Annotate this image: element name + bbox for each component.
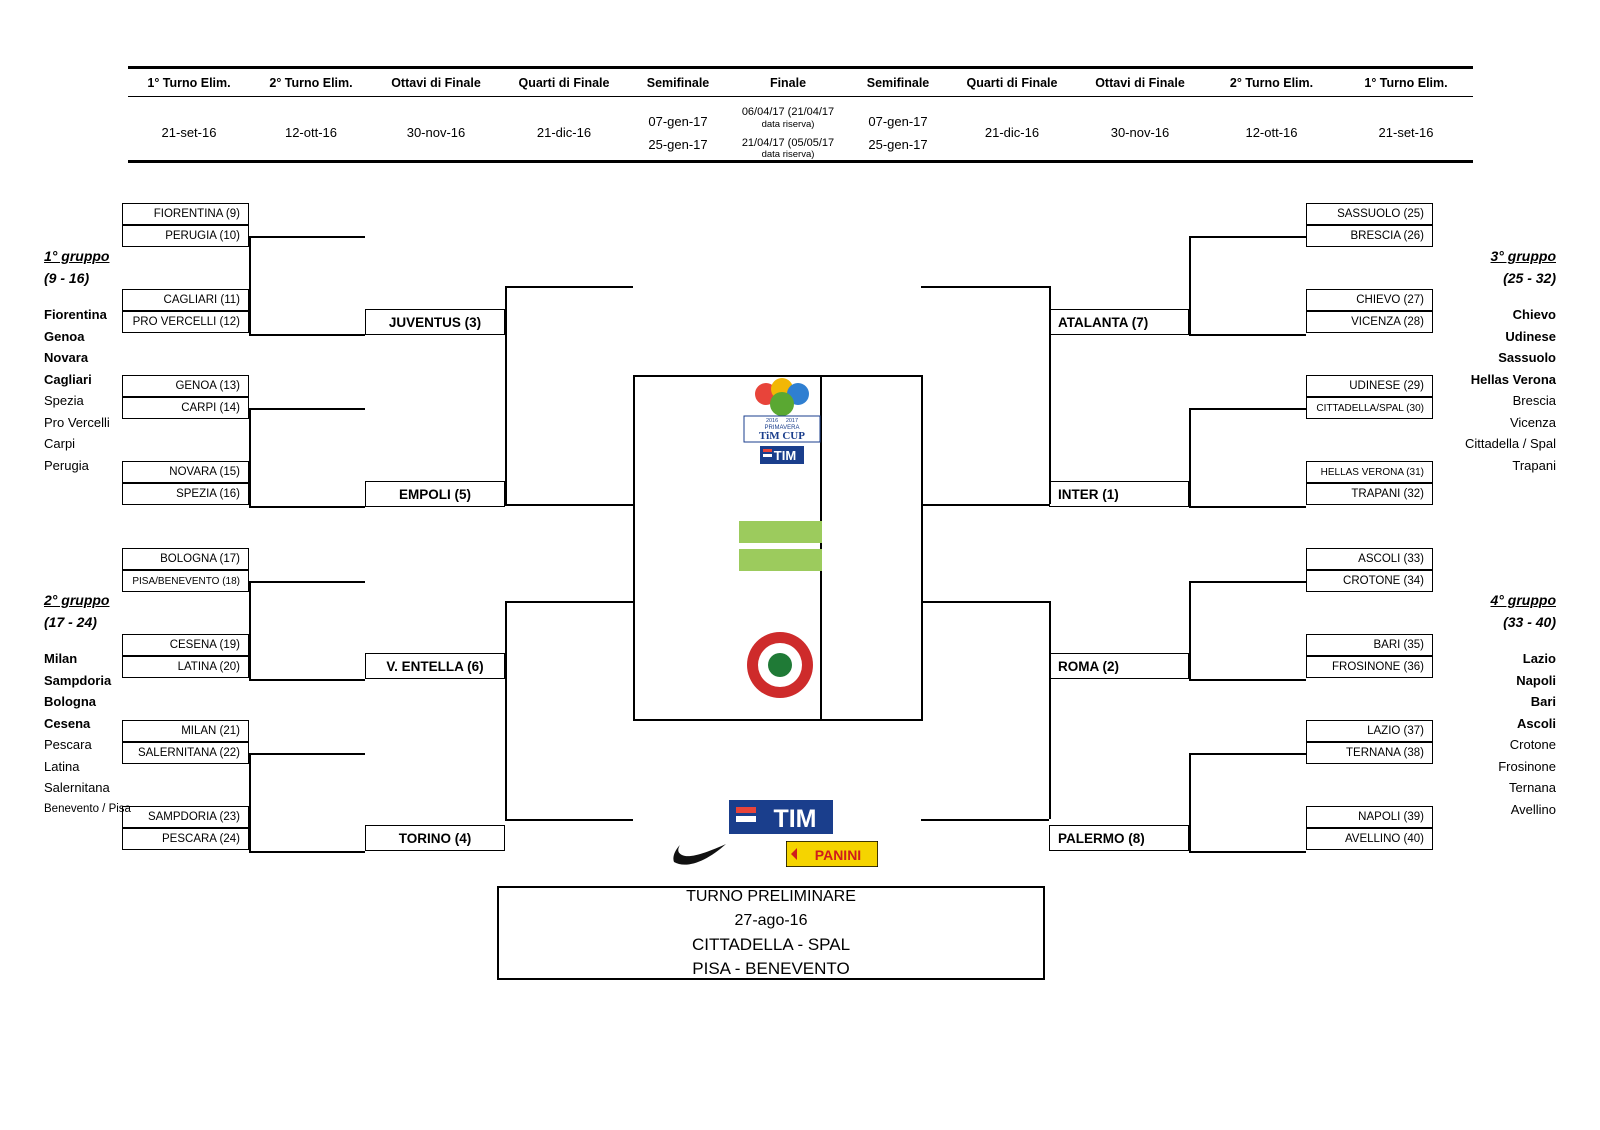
list-item: Latina	[44, 758, 80, 774]
group-3-range: (25 - 32)	[1503, 270, 1556, 286]
team-name: TRAPANI (32)	[1351, 488, 1424, 500]
list-item: Carpi	[44, 436, 76, 451]
green-bar-top	[739, 521, 822, 543]
svg-text:TiM CUP: TiM CUP	[759, 430, 805, 442]
connector-left-r2-2	[249, 408, 251, 508]
list-item: Fiorentina	[44, 307, 107, 322]
header-date-9: 30-nov-16	[1110, 125, 1170, 141]
svg-text:PANINI: PANINI	[814, 847, 862, 863]
header-date-5	[628, 112, 728, 154]
primavera-tim-cup-logo	[738, 378, 826, 470]
header-date-5a: 07-gen-17	[648, 113, 708, 129]
list-item: Brescia	[1512, 393, 1556, 408]
list-item: Salernitana	[44, 780, 110, 795]
match-box-right-2	[1306, 225, 1433, 247]
team-name: BOLOGNA (17)	[160, 553, 240, 565]
team-name: V. ENTELLA (6)	[386, 658, 484, 674]
team-name: CROTONE (34)	[1343, 575, 1424, 587]
match-box-right-14	[1306, 742, 1433, 764]
connector-left-semi-v	[633, 375, 635, 721]
connector-left-r2-3h	[249, 581, 365, 583]
match-box-left-13	[122, 720, 249, 742]
team-name: CESENA (19)	[169, 639, 240, 651]
header-round-10: 2° Turno Elim.	[1229, 76, 1314, 90]
preliminary-title: TURNO PRELIMINARE	[686, 888, 856, 905]
list-item: Spezia	[44, 393, 84, 408]
team-name: ROMA (2)	[1058, 658, 1119, 674]
list-item: Genoa	[44, 328, 85, 344]
match-box-left-3	[122, 289, 249, 311]
group-2-title: 2° gruppo	[44, 592, 110, 608]
header-date-2: 12-ott-16	[284, 125, 338, 141]
match-box-right-15	[1306, 806, 1433, 828]
panini-sponsor-logo	[786, 841, 878, 867]
connector-right-semi-h	[821, 375, 921, 377]
preliminary-match-1: CITTADELLA - SPAL	[691, 935, 851, 954]
list-item: Udinese	[1505, 328, 1556, 344]
header-round-11: 1° Turno Elim.	[1364, 76, 1448, 90]
connector-right-r2-4	[1189, 753, 1191, 853]
team-name: AVELLINO (40)	[1344, 833, 1424, 845]
group-1-title: 1° gruppo	[44, 248, 110, 264]
list-item: Milan	[44, 651, 78, 666]
team-name: PALERMO (8)	[1058, 830, 1145, 846]
group-3-panel	[1465, 248, 1556, 476]
header-date-6b-sub: data riserva)	[761, 149, 815, 161]
connector-right-r2-1	[1189, 236, 1191, 336]
seed-box-ventella	[365, 653, 505, 679]
list-item: Cagliari	[44, 371, 92, 387]
team-name: PESCARA (24)	[162, 833, 240, 845]
header-date-6a-main: 06/04/17 (21/04/17	[741, 106, 835, 118]
list-item: Vicenza	[1509, 414, 1556, 430]
team-name: PERUGIA (10)	[165, 230, 240, 242]
list-item: Frosinone	[1498, 758, 1556, 774]
team-name: LAZIO (37)	[1367, 725, 1424, 737]
team-name: SAMPDORIA (23)	[147, 811, 240, 823]
connector-right-semi-h2	[821, 719, 921, 721]
header-round-9: Ottavi di Finale	[1095, 76, 1185, 90]
match-box-right-10	[1306, 570, 1433, 592]
header-round-row	[128, 72, 1473, 95]
team-name: BARI (35)	[1373, 639, 1424, 651]
connector-right-q2h-bot	[921, 819, 1049, 821]
match-box-left-11	[122, 634, 249, 656]
group-2-panel	[44, 592, 131, 820]
connector-left-r2-1h	[249, 236, 365, 238]
header-date-5b: 25-gen-17	[648, 136, 708, 152]
header-date-1: 21-set-16	[161, 125, 217, 141]
list-item: Cittadella / Spal	[1464, 436, 1556, 451]
header-round-4: Quarti di Finale	[518, 76, 610, 90]
list-item: Chievo	[1512, 307, 1556, 322]
connector-left-r2-1	[249, 236, 251, 336]
header-date-6b-main: 21/04/17 (05/05/17	[741, 136, 835, 149]
preliminary-date: 27-ago-16	[734, 912, 808, 929]
connector-right-r2-2	[1189, 408, 1191, 508]
seed-box-palermo	[1049, 825, 1189, 851]
header-date-7b: 25-gen-17	[868, 136, 928, 152]
seed-box-torino	[365, 825, 505, 851]
header-date-11: 21-set-16	[1378, 125, 1434, 141]
match-box-right-12	[1306, 656, 1433, 678]
team-name: JUVENTUS (3)	[388, 314, 482, 330]
connector-left-r2-2h2	[249, 506, 365, 508]
team-name: NAPOLI (39)	[1358, 811, 1424, 823]
list-item: Novara	[44, 350, 89, 365]
header-date-6	[728, 104, 848, 161]
list-item: Ascoli	[1516, 715, 1556, 731]
seed-box-inter	[1049, 481, 1189, 507]
connector-left-r2-1h2	[249, 334, 365, 336]
header-date-row	[128, 104, 1473, 161]
team-name: TERNANA (38)	[1346, 747, 1424, 759]
list-item: Cesena	[44, 715, 91, 731]
header-date-7	[848, 112, 948, 154]
tim-sponsor-svg	[729, 800, 833, 834]
group-1-range: (9 - 16)	[44, 270, 90, 286]
match-box-left-16	[122, 828, 249, 850]
tim-sponsor-logo	[729, 800, 833, 834]
list-item: Hellas Verona	[1470, 371, 1556, 387]
match-box-left-10	[122, 570, 249, 592]
connector-right-q1v	[1049, 286, 1051, 504]
match-box-right-4	[1306, 311, 1433, 333]
team-name: TORINO (4)	[398, 830, 472, 846]
connector-left-r2-4	[249, 753, 251, 853]
list-item: Ternana	[1509, 780, 1556, 795]
list-item: Lazio	[1522, 651, 1556, 666]
connector-right-q2h-top	[921, 601, 1049, 603]
match-box-right-16	[1306, 828, 1433, 850]
connector-left-q1v	[505, 286, 507, 504]
cockade-svg	[745, 630, 815, 700]
nike-swoosh-svg	[672, 842, 730, 868]
match-box-left-9	[122, 548, 249, 570]
match-box-right-5	[1306, 375, 1433, 397]
header-round-8: Quarti di Finale	[966, 76, 1058, 90]
team-name: FROSINONE (36)	[1331, 661, 1424, 673]
match-box-left-2	[122, 225, 249, 247]
team-name: INTER (1)	[1058, 486, 1119, 502]
header-round-1: 1° Turno Elim.	[147, 76, 231, 90]
connector-right-r2-1h	[1189, 236, 1306, 238]
header-date-6a	[728, 104, 848, 131]
connector-left-r2-3	[249, 581, 251, 681]
group-1-panel	[44, 248, 110, 476]
list-item: Sampdoria	[44, 672, 112, 688]
list-item: Sassuolo	[1498, 350, 1556, 365]
group-1-team-list	[44, 304, 110, 476]
connector-right-r2-3	[1189, 581, 1191, 681]
team-name: GENOA (13)	[175, 380, 240, 392]
preliminary-match-2: PISA - BENEVENTO	[692, 959, 850, 978]
match-box-right-8	[1306, 483, 1433, 505]
team-name: PRO VERCELLI (12)	[132, 316, 240, 328]
list-item: Trapani	[1512, 457, 1556, 473]
team-name: PISA/BENEVENTO (18)	[132, 575, 240, 587]
connector-right-q1h-top	[921, 286, 1049, 288]
header-date-6a-sub: data riserva)	[761, 118, 815, 130]
team-name: BRESCIA (26)	[1350, 230, 1424, 242]
connector-right-r2-4h	[1189, 753, 1306, 755]
match-box-left-1	[122, 203, 249, 225]
header-date-8: 21-dic-16	[984, 125, 1040, 141]
seed-box-roma	[1049, 653, 1189, 679]
connector-left-q2v	[505, 601, 507, 819]
header-date-4: 21-dic-16	[536, 125, 592, 141]
team-name: CARPI (14)	[181, 402, 240, 414]
header-mid-rule	[128, 96, 1473, 97]
svg-text:PRIMAVERA: PRIMAVERA	[764, 425, 800, 431]
header-top-rule	[128, 66, 1473, 69]
team-name: UDINESE (29)	[1349, 380, 1424, 392]
connector-left-q2h-top	[505, 601, 633, 603]
connector-right-r2-4h2	[1189, 851, 1306, 853]
team-name: VICENZA (28)	[1351, 316, 1424, 328]
header-date-10: 12-ott-16	[1245, 125, 1298, 141]
header-round-6: Finale	[769, 76, 807, 90]
connector-right-q2v	[1049, 601, 1051, 819]
group-4-panel	[1491, 592, 1556, 820]
match-box-left-15	[122, 806, 249, 828]
team-name: FIORENTINA (9)	[153, 208, 240, 220]
connector-right-r2-1h2	[1189, 334, 1306, 336]
match-box-left-6	[122, 397, 249, 419]
team-name: SALERNITANA (22)	[137, 747, 240, 759]
match-box-right-1	[1306, 203, 1433, 225]
connector-right-semi-v	[921, 375, 923, 721]
match-box-left-8	[122, 483, 249, 505]
svg-text:TIM: TIM	[773, 805, 817, 833]
preliminary-round-box	[497, 886, 1045, 980]
group-3-team-list	[1465, 304, 1556, 476]
team-name: SPEZIA (16)	[176, 488, 240, 500]
match-box-right-7	[1306, 461, 1433, 483]
connector-left-q1h-bot	[505, 504, 633, 506]
match-box-right-6	[1306, 397, 1433, 419]
team-name: HELLAS VERONA (31)	[1320, 466, 1424, 478]
group-4-title: 4° gruppo	[1490, 592, 1556, 608]
header-round-7: Semifinale	[866, 76, 930, 90]
match-box-right-13	[1306, 720, 1433, 742]
seed-box-empoli	[365, 481, 505, 507]
svg-text:2016 2017: 2016 2017	[765, 418, 799, 424]
header-round-5: Semifinale	[646, 76, 710, 90]
nike-swoosh-icon	[672, 842, 730, 868]
group-2-team-list	[44, 648, 131, 820]
connector-left-r2-4h	[249, 753, 365, 755]
connector-left-q1h-top	[505, 286, 633, 288]
list-item: Perugia	[44, 457, 89, 473]
group-2-range: (17 - 24)	[44, 614, 97, 630]
match-box-left-12	[122, 656, 249, 678]
panini-svg	[786, 841, 878, 867]
team-name: CHIEVO (27)	[1356, 294, 1424, 306]
team-name: LATINA (20)	[177, 661, 240, 673]
list-item: Napoli	[1516, 672, 1556, 688]
connector-left-r2-2h	[249, 408, 365, 410]
match-box-right-9	[1306, 548, 1433, 570]
team-name: ASCOLI (33)	[1358, 553, 1424, 565]
match-box-left-4	[122, 311, 249, 333]
list-item: Pro Vercelli	[44, 414, 110, 430]
seed-box-juventus	[365, 309, 505, 335]
team-name: SASSUOLO (25)	[1337, 208, 1424, 220]
list-item: Avellino	[1510, 801, 1556, 817]
connector-right-r2-3h	[1189, 581, 1306, 583]
primavera-tim-cup-logo-svg	[738, 378, 826, 470]
connector-left-r2-4h2	[249, 851, 365, 853]
match-box-left-5	[122, 375, 249, 397]
header-date-3: 30-nov-16	[406, 125, 466, 141]
list-item: Benevento / Pisa	[44, 802, 131, 815]
match-box-right-3	[1306, 289, 1433, 311]
match-box-right-11	[1306, 634, 1433, 656]
team-name: CAGLIARI (11)	[163, 294, 240, 306]
connector-right-r2-2h2	[1189, 506, 1306, 508]
list-item: Bologna	[44, 694, 96, 709]
group-3-title: 3° gruppo	[1490, 248, 1556, 264]
match-box-left-14	[122, 742, 249, 764]
match-box-left-7	[122, 461, 249, 483]
header-round-3: Ottavi di Finale	[391, 76, 481, 90]
connector-left-r2-3h2	[249, 679, 365, 681]
team-name: ATALANTA (7)	[1058, 314, 1149, 330]
header-date-6b	[728, 131, 848, 162]
list-item: Pescara	[44, 737, 92, 752]
connector-right-r2-2h	[1189, 408, 1306, 410]
group-4-range: (33 - 40)	[1503, 614, 1556, 630]
list-item: Crotone	[1509, 737, 1556, 752]
connector-left-semi-h	[633, 375, 821, 377]
italian-cockade-icon	[745, 630, 815, 700]
group-4-team-list	[1491, 648, 1556, 820]
team-name: CITTADELLA/SPAL (30)	[1316, 402, 1424, 414]
header-date-7a: 07-gen-17	[868, 113, 928, 129]
connector-right-q1h-bot	[921, 504, 1049, 506]
team-name: MILAN (21)	[181, 725, 240, 737]
connector-right-r2-3h2	[1189, 679, 1306, 681]
green-bar-bottom	[739, 549, 822, 571]
connector-left-semi-h2	[633, 719, 821, 721]
team-name: NOVARA (15)	[169, 466, 240, 478]
header-round-2: 2° Turno Elim.	[269, 76, 353, 90]
svg-text:TIM: TIM	[773, 448, 797, 463]
team-name: EMPOLI (5)	[398, 486, 471, 502]
connector-left-q2h-bot	[505, 819, 633, 821]
seed-box-atalanta	[1049, 309, 1189, 335]
list-item: Bari	[1530, 694, 1556, 709]
